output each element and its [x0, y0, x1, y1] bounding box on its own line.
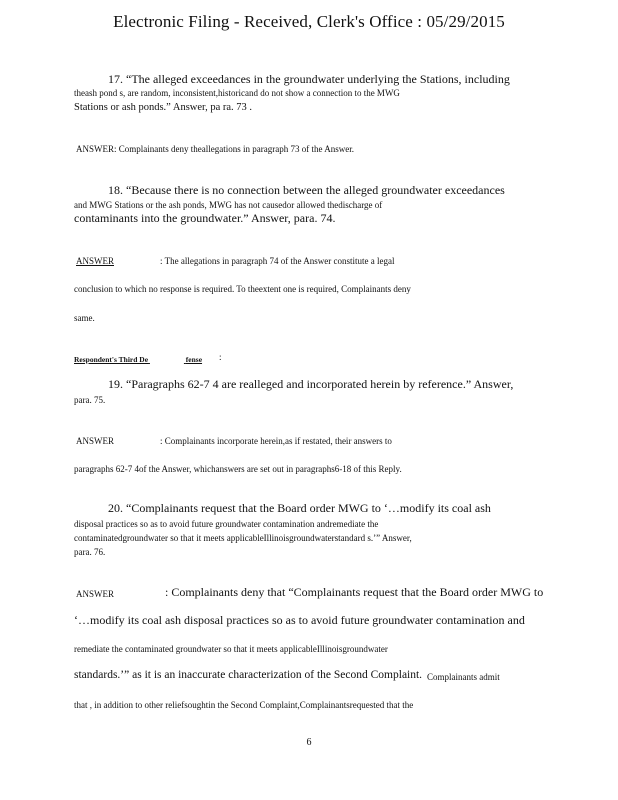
para-20-line-1: 20. “Complainants request that the Board order MWG to ‘…modify its coal ash — [108, 501, 491, 515]
para-20-line-4: para. 76. — [74, 547, 106, 557]
answer-20-line-2: ‘…modify its coal ash disposal practices so as to avoid future groundwater contamination and — [74, 613, 525, 627]
para-18-line-2: and MWG Stations or the ash ponds, MWG has not causedor allowed thedischarge of — [74, 200, 383, 210]
para-17-line-1: 17. “The alleged exceedances in the groundwater underlying the Stations, including — [108, 72, 510, 86]
para-18-line-1: 18. “Because there is no connection between the alleged groundwater exceedances — [108, 183, 505, 197]
para-17-line-2: theash pond s, are random, inconsistent,historicand do not show a connection to the MWG — [74, 88, 400, 98]
para-20-line-3: contaminatedgroundwater so that it meets applicableIllinoisgroundwaterstandard s.’” Answer, — [74, 533, 412, 543]
answer-17: ANSWER: Complainants deny theallegations in paragraph 73 of the Answer. — [76, 144, 354, 154]
para-19-line-2: para. 75. — [74, 395, 106, 405]
answer-18-label: ANSWER — [76, 256, 114, 266]
para-19-line-1: 19. “Paragraphs 62-7 4 are realleged and incorporated herein by reference.” Answer, — [108, 377, 514, 391]
para-20-line-2: disposal practices so as to avoid future groundwater contamination andremediate the — [74, 519, 379, 529]
answer-19-line-1: : Complainants incorporate herein,as if restated, their answers to — [160, 436, 392, 446]
answer-20-line-4b: Complainants admit — [427, 672, 500, 682]
answer-18-line-2: conclusion to which no response is required. To theextent one is required, Complainants deny — [74, 284, 411, 294]
answer-20-line-3: remediate the contaminated groundwater so that it meets applicableIllinoisgroundwater — [74, 644, 388, 654]
third-defense-right: fense — [185, 355, 203, 364]
answer-20-line-5: that , in addition to other reliefsoughtin the Second Complaint,Complainantsrequested that the — [74, 700, 414, 710]
third-defense-colon: : — [219, 352, 222, 362]
answer-20-line-1: : Complainants deny that “Complainants request that the Board order MWG to — [165, 585, 544, 599]
answer-18-line-1: : The allegations in paragraph 74 of the Answer constitute a legal — [160, 256, 395, 266]
answer-20-line-4a: standards.’” as it is an inaccurate characterization of the Second Complaint. — [74, 669, 423, 681]
filing-header: Electronic Filing - Received, Clerk's Office : 05/29/2015 — [113, 12, 505, 31]
answer-19-label: ANSWER — [76, 436, 114, 446]
third-defense-left: Respondent's Third De — [74, 355, 149, 364]
answer-19-line-2: paragraphs 62-7 4of the Answer, whichanswers are set out in paragraphs6-18 of this Reply. — [74, 464, 402, 474]
para-17-line-3: Stations or ash ponds.” Answer, pa ra. 73 . — [74, 102, 253, 113]
page-number: 6 — [306, 737, 312, 748]
third-defense-heading — [74, 353, 219, 366]
answer-18-line-3: same. — [74, 313, 95, 323]
answer-20-label: ANSWER — [76, 589, 114, 599]
para-18-line-3: contaminants into the groundwater.” Answer, para. 74. — [74, 211, 336, 225]
